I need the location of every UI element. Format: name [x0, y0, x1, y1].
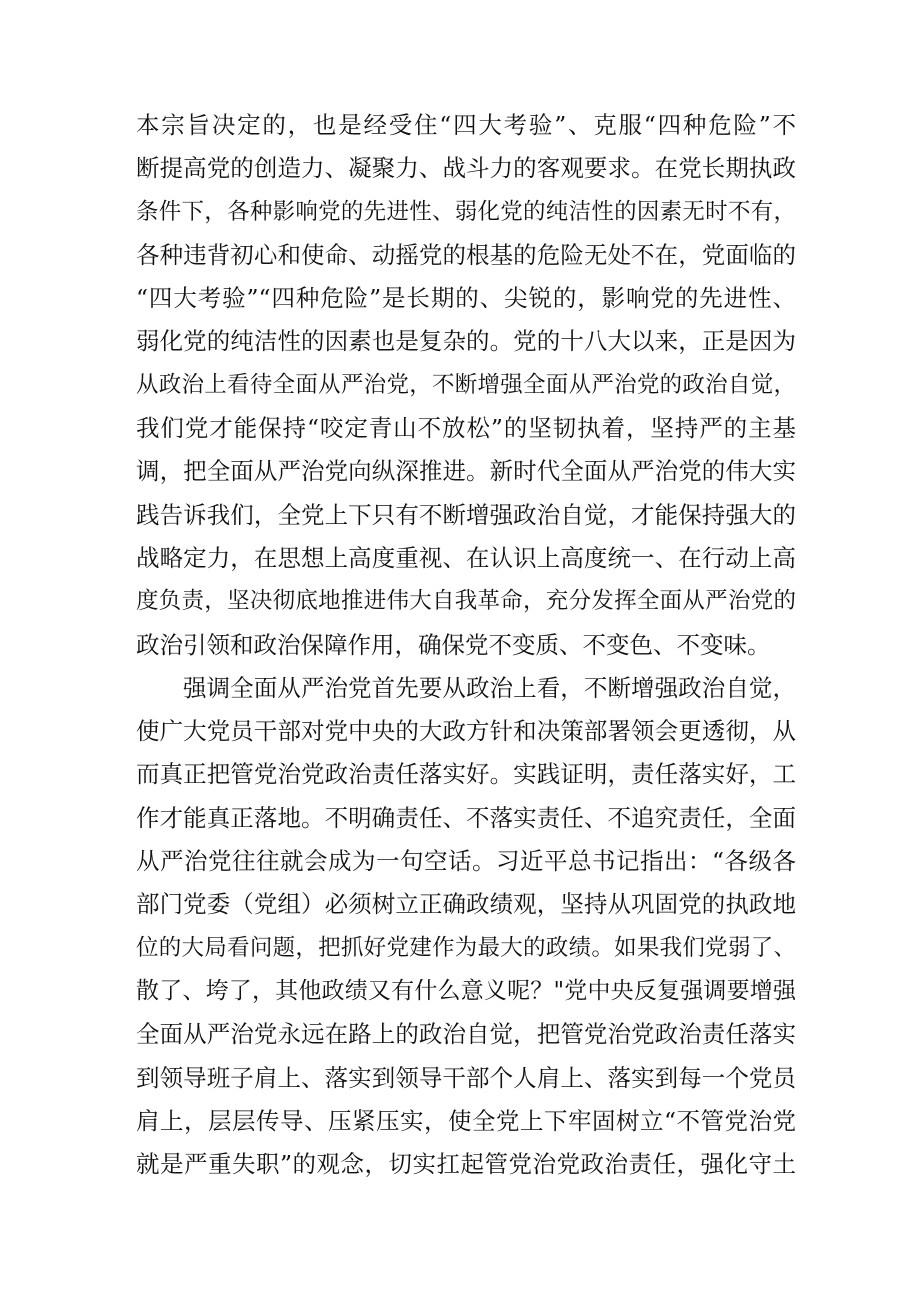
text-line: 条件下，各种影响党的先进性、弱化党的纯洁性的因素无时不有， — [136, 198, 796, 225]
text-line: 调，把全面从严治党向纵深推进。新时代全面从严治党的伟大实 — [136, 457, 796, 486]
text-line: 从严治党往往就会成为一句空话。习近平总书记指出：“各级各 — [136, 847, 796, 876]
text-line: 全面从严治党永远在路上的政治自觉，把管党治党政治责任落实 — [136, 1020, 796, 1049]
text-line: 散了、垮了，其他政绩又有什么意义呢？"党中央反复强调要增强 — [136, 977, 796, 1004]
text-line: 我们党才能保持“咬定青山不放松”的坚韧执着，坚持严的主基 — [136, 414, 796, 443]
text-line: 作才能真正落地。不明确责任、不落实责任、不追究责任，全面 — [136, 803, 796, 832]
text-line: 就是严重失职”的观念，切实扛起管党治党政治责任，强化守土 — [136, 1150, 796, 1179]
text-line: “四大考验”“四种危险”是长期的、尖锐的，影响党的先进性、 — [136, 284, 796, 313]
text-line: 战略定力，在思想上高度重视、在认识上高度统一、在行动上高 — [136, 543, 796, 572]
paragraph-start-line: 强调全面从严治党首先要从政治上看，不断增强政治自觉， — [183, 673, 796, 702]
paragraph-end-line: 政治引领和政治保障作用，确保党不变质、不变色、不变味。 — [136, 630, 771, 659]
document-body — [136, 104, 796, 1186]
text-line: 践告诉我们，全党上下只有不断增强政治自觉，才能保持强大的 — [136, 500, 796, 529]
text-line: 从政治上看待全面从严治党，不断增强全面从严治党的政治自觉， — [136, 371, 796, 398]
text-line: 而真正把管党治党政治责任落实好。实践证明，责任落实好，工 — [136, 760, 796, 789]
text-line: 到领导班子肩上、落实到领导干部个人肩上、落实到每一个党员 — [136, 1063, 796, 1092]
text-line: 位的大局看问题，把抓好党建作为最大的政绩。如果我们党弱了、 — [136, 934, 796, 961]
text-line: 肩上，层层传导、压紧压实，使全党上下牢固树立“不管党治党 — [136, 1106, 796, 1135]
text-line: 断提高党的创造力、凝聚力、战斗力的客观要求。在党长期执政 — [136, 154, 796, 183]
text-line: 各种违背初心和使命、动摇党的根基的危险无处不在，党面临的 — [136, 240, 796, 269]
text-line: 弱化党的纯洁性的因素也是复杂的。党的十八大以来，正是因为 — [136, 327, 796, 356]
text-line: 本宗旨决定的，也是经受住“四大考验”、克服“四种危险”不 — [136, 111, 796, 139]
text-line: 度负责，坚决彻底地推进伟大自我革命，充分发挥全面从严治党的 — [136, 588, 796, 615]
text-line: 使广大党员干部对党中央的大政方针和决策部署领会更透彻，从 — [136, 717, 796, 746]
text-line: 部门党委（党组）必须树立正确政绩观，坚持从巩固党的执政地 — [136, 890, 796, 919]
